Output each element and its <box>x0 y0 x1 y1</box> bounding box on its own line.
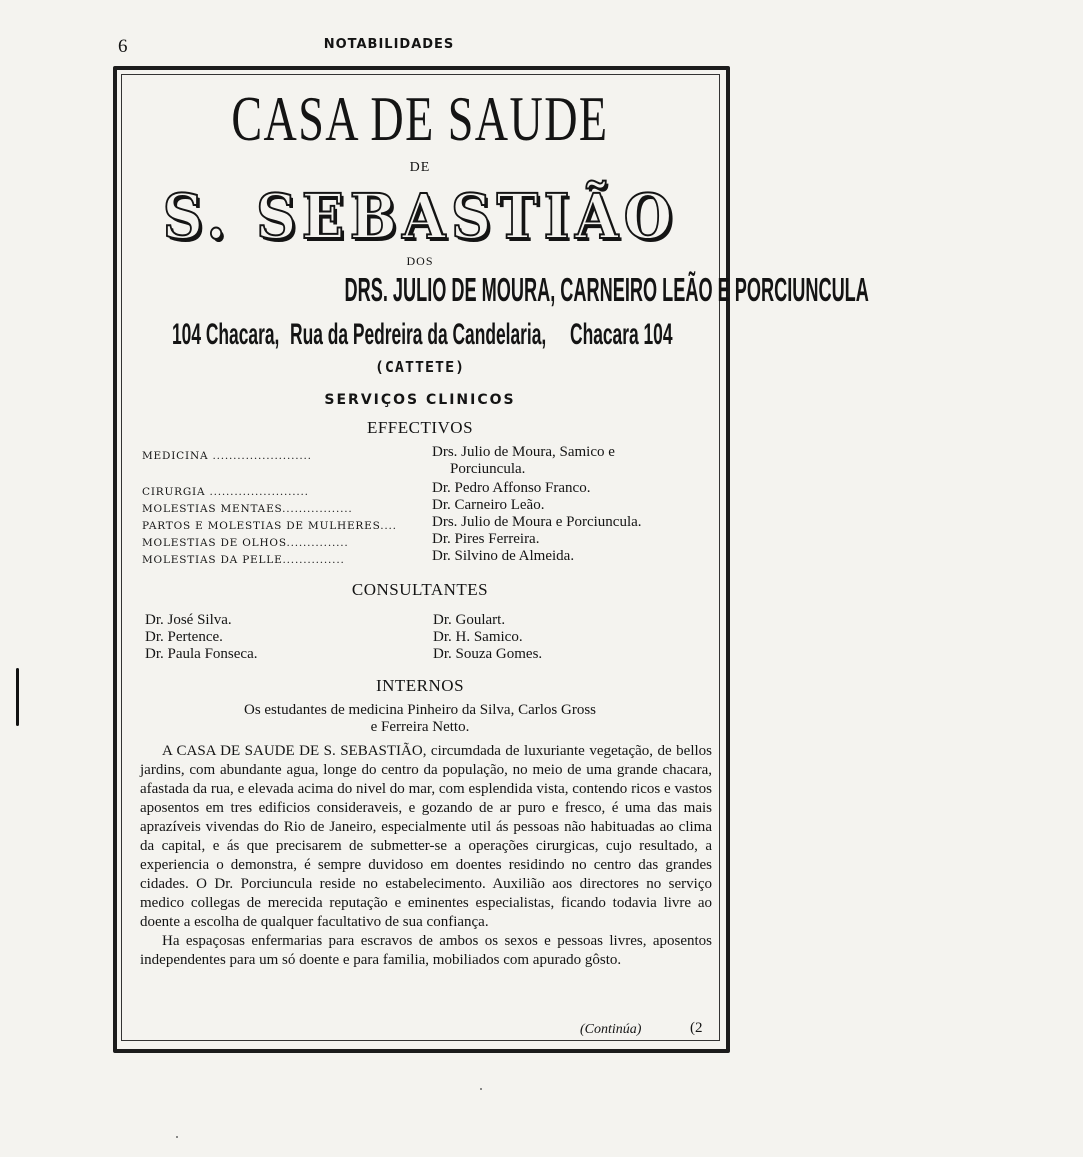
service-doctor: Dr. Pires Ferreira. <box>432 531 540 547</box>
ad-connector-de: DE <box>409 160 431 175</box>
internos-heading: INTERNOS <box>375 676 465 695</box>
service-doctor: Dr. Pedro Affonso Franco. <box>432 480 591 496</box>
consultantes-heading: CONSULTANTES <box>351 580 489 599</box>
description-paragraph: Ha espaçosas enfermarias para escravos de ambos os sexos e pessoas livres, aposentos independentes para um só doente e para familia, mobiliados com apurado gôsto. <box>140 933 712 968</box>
consultant-right: Dr. Goulart. <box>433 612 506 628</box>
service-row <box>142 444 712 482</box>
consultant-left: Dr. José Silva. <box>145 612 232 628</box>
ad-title-casa-de-saude: CASA DE SAUDE <box>231 83 609 154</box>
service-doctor: Dr. Carneiro Leão. <box>432 497 545 513</box>
description-body <box>140 742 712 970</box>
continues-note: (Continúa) <box>580 1022 642 1037</box>
service-doctor: Dr. Silvino de Almeida. <box>432 548 575 564</box>
effectivos-heading: EFFECTIVOS <box>366 418 474 437</box>
page-number: 6 <box>118 36 128 57</box>
signature-mark: (2 <box>690 1020 703 1036</box>
scan-edge-mark <box>16 668 19 726</box>
consultant-right: Dr. Souza Gomes. <box>433 646 543 662</box>
ad-doctors-line: DRS. JULIO DE MOURA, CARNEIRO LEÃO E PORCIUNCULA <box>344 271 869 308</box>
service-row <box>142 548 712 568</box>
ad-connector-dos: DOS <box>406 254 434 268</box>
scan-speck <box>480 1088 482 1090</box>
service-doctor: Drs. Julio de Moura e Porciuncula. <box>432 514 642 530</box>
address-middle: Rua da Pedreira da Candelaria, <box>290 318 547 351</box>
consultant-left: Dr. Paula Fonseca. <box>145 646 258 662</box>
service-label: MEDICINA ........................ <box>142 450 312 462</box>
service-label: MOLESTIAS DA PELLE............... <box>142 554 345 566</box>
service-label: MOLESTIAS MENTAES................. <box>142 503 353 515</box>
services-heading: SERVIÇOS CLINICOS <box>324 392 516 408</box>
consultant-right: Dr. H. Samico. <box>433 629 523 645</box>
ad-address <box>130 318 710 362</box>
description-paragraph: A CASA DE SAUDE DE S. SEBASTIÃO, circumdada de luxuriante vegetação, de bellos jardins, com abundante agua, longe do centro da população, no meio de uma grande chacara, afastada da rua, e elevada acima do nivel do mar, com esplendida vista, contendo ricos e vastos aposentos em tres edificios consideraveis, e gozando de ar puro e fresco, é uma das mais aprazíveis vivendas do Rio de Janeiro, especialmente util ás pessoas não habituadas ao clima da capital, e ás que precisarem de submetter-se a operações cirurgicas, cujo resultado, a experiencia o demonstra, é sempre duvidoso em doentes residindo no centro das grandes cidades. O Dr. Porciuncula reside no estabelecimento. Auxilião aos directores no serviço medico collegas de merecida reputação e eminentes especialistas, ficando todavia livre ao doente a escolha de qualquer facultativo de sua confiança. <box>140 743 712 930</box>
service-label: MOLESTIAS DE OLHOS............... <box>142 537 349 549</box>
running-head: NOTABILIDADES <box>323 37 455 52</box>
service-label: CIRURGIA ........................ <box>142 486 309 498</box>
ad-district: (CATTETE) <box>374 358 466 376</box>
service-doctor: Drs. Julio de Moura, Samico e <box>432 444 615 460</box>
scan-speck <box>176 1136 178 1138</box>
consultant-left: Dr. Pertence. <box>145 629 223 645</box>
internos-text: Os estudantes de medicina Pinheiro da Silva, Carlos Gross <box>243 702 597 718</box>
internos-text-cont: e Ferreira Netto. <box>370 719 470 735</box>
ad-title-s-sebastiao: S. SEBASTIÃO <box>162 180 678 253</box>
service-doctor-cont: Porciuncula. <box>450 461 526 477</box>
service-label: PARTOS E MOLESTIAS DE MULHERES.... <box>142 520 397 532</box>
address-left: 104 Chacara, <box>172 318 280 351</box>
address-right: Chacara 104 <box>570 318 673 351</box>
